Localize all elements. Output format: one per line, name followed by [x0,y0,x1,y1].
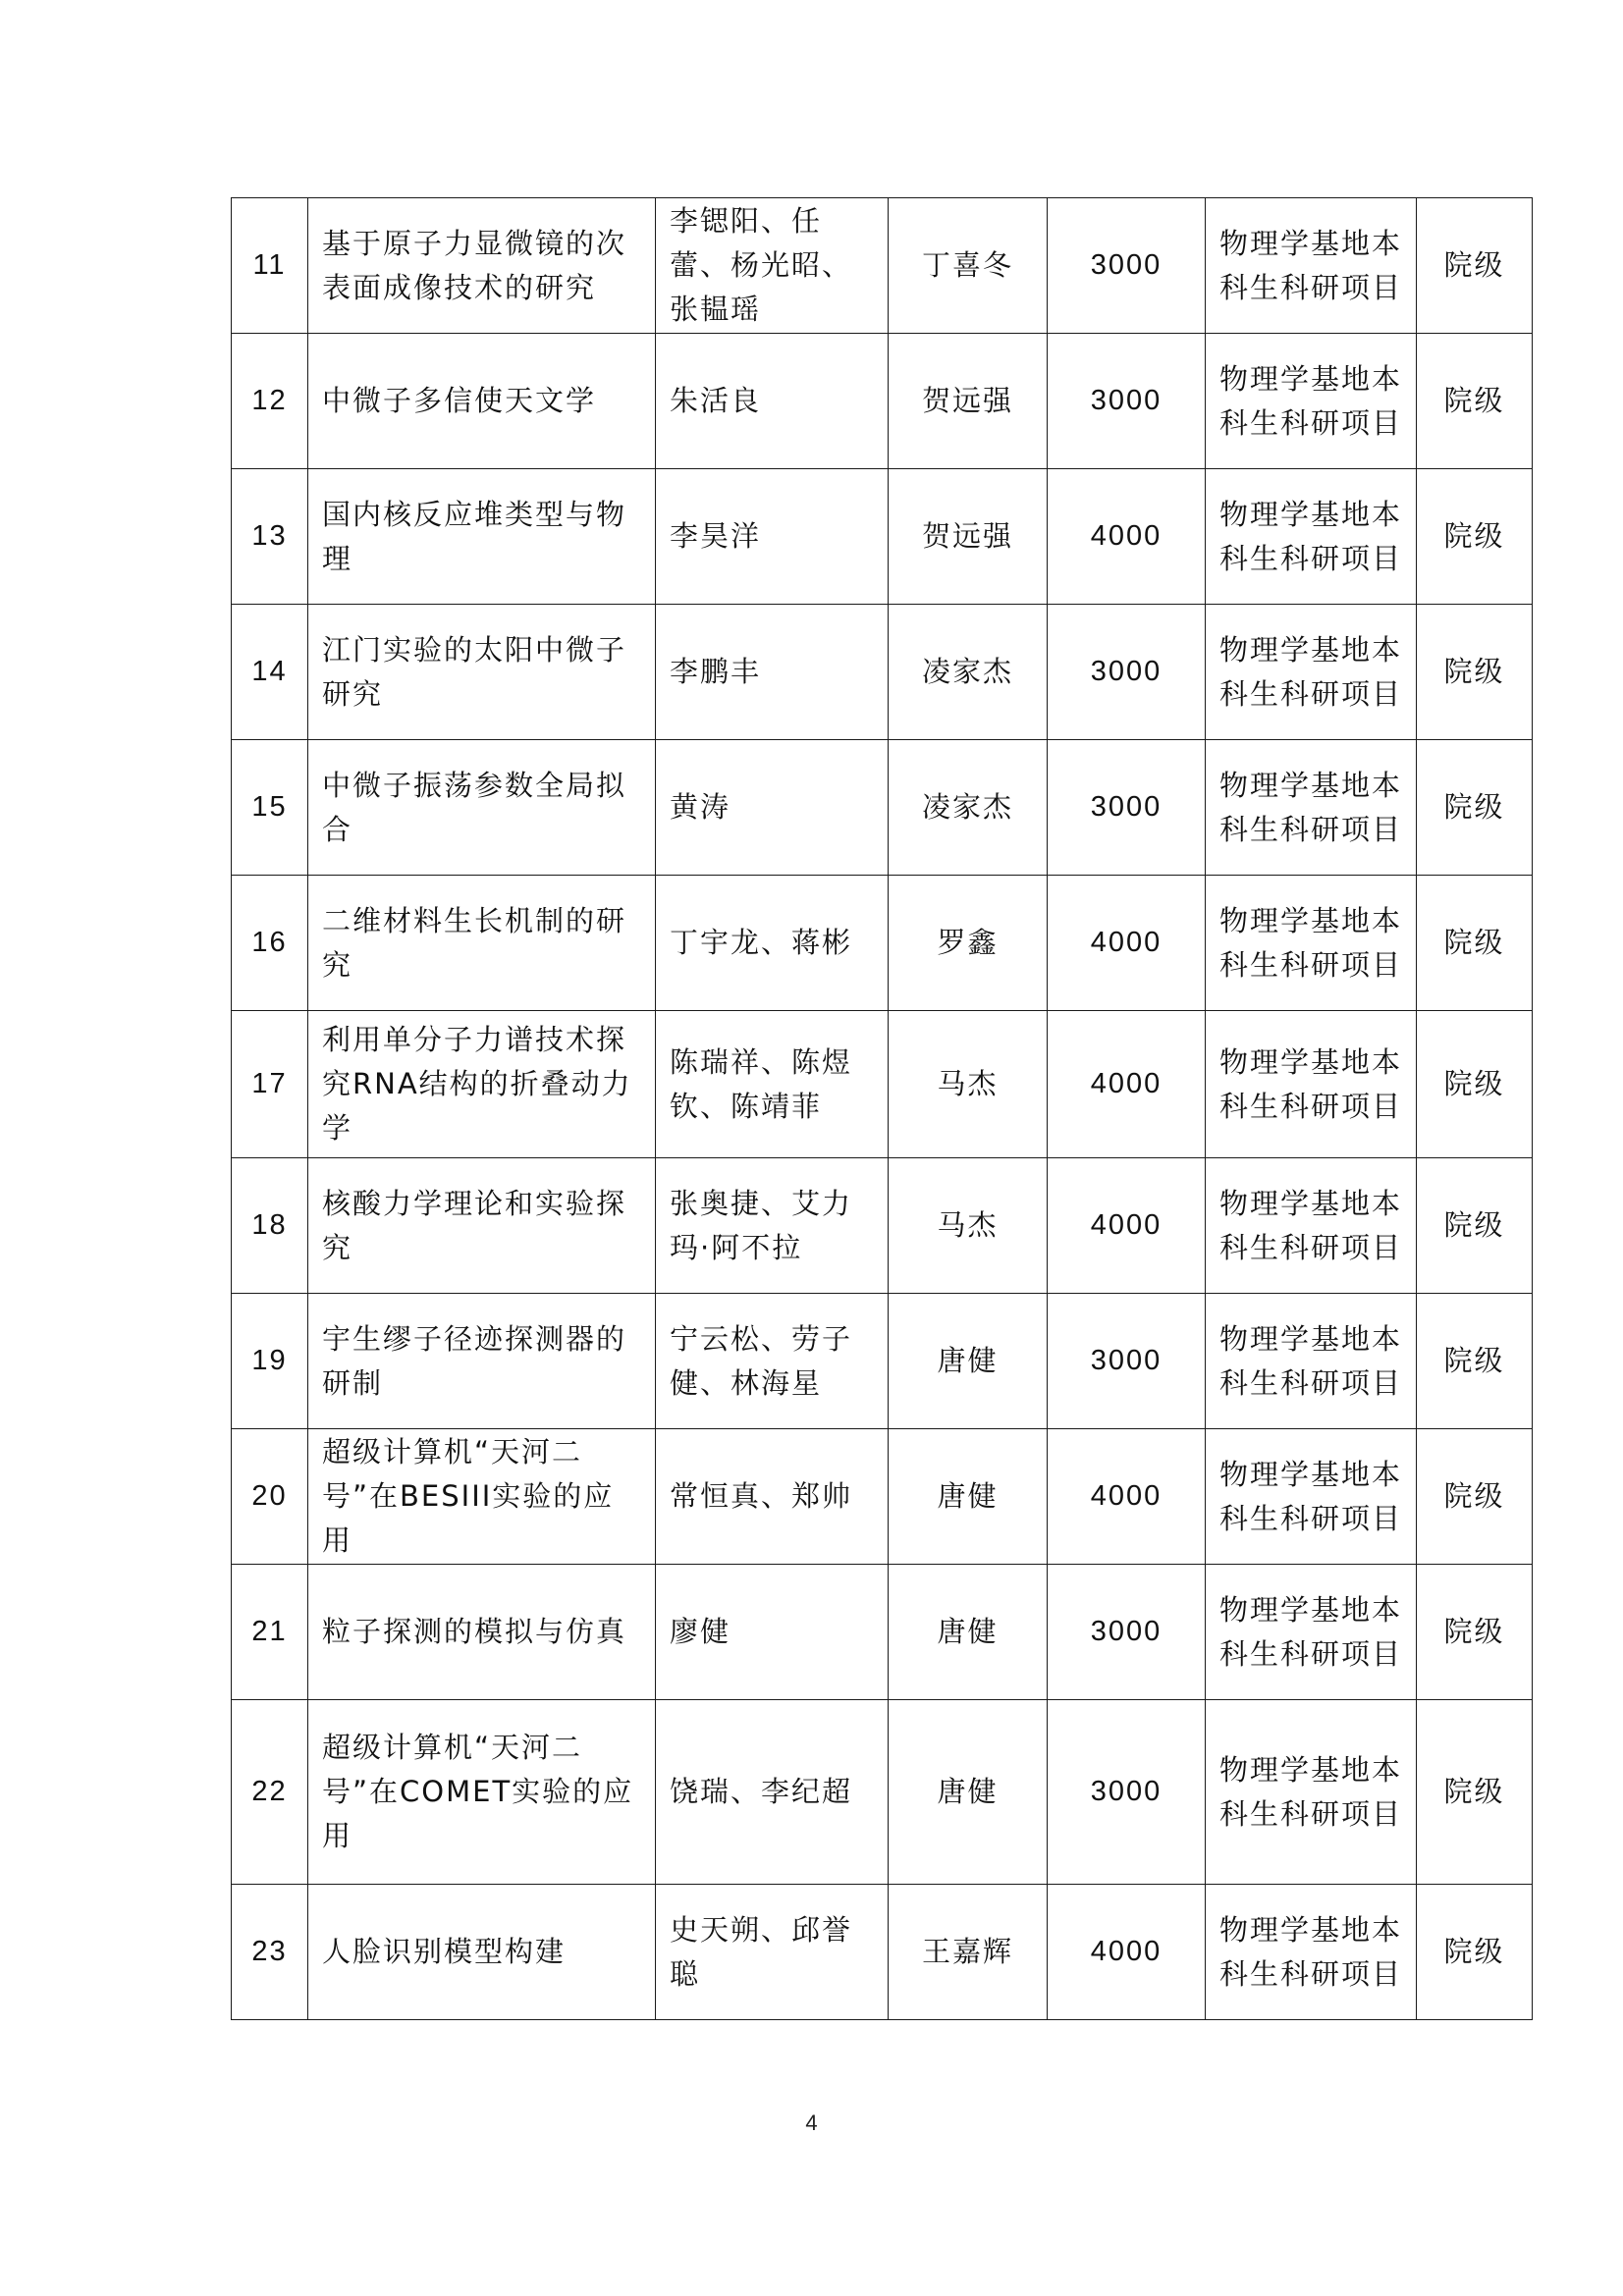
advisor-cell: 凌家杰 [889,605,1048,740]
table-row [232,198,1533,334]
advisor-cell: 罗鑫 [889,876,1048,1011]
project-title-cell: 粒子探测的模拟与仿真 [308,1565,656,1700]
level-cell: 院级 [1417,334,1533,469]
advisor-cell: 贺远强 [889,469,1048,605]
level-cell: 院级 [1417,1294,1533,1429]
advisor-cell: 马杰 [889,1011,1048,1158]
level-cell: 院级 [1417,1158,1533,1294]
project-title-cell: 利用单分子力谱技术探究RNA结构的折叠动力学 [308,1011,656,1158]
project-type-cell: 物理学基地本科生科研项目 [1206,1158,1417,1294]
project-type-cell: 物理学基地本科生科研项目 [1206,740,1417,876]
project-title-cell: 国内核反应堆类型与物理 [308,469,656,605]
project-table-body [232,198,1533,2020]
level-cell: 院级 [1417,1700,1533,1885]
table-row [232,1011,1533,1158]
project-title-cell: 二维材料生长机制的研究 [308,876,656,1011]
advisor-cell: 马杰 [889,1158,1048,1294]
level-cell: 院级 [1417,876,1533,1011]
project-title-cell: 中微子多信使天文学 [308,334,656,469]
level-cell: 院级 [1417,1885,1533,2020]
amount-cell: 3000 [1048,605,1206,740]
level-cell: 院级 [1417,1565,1533,1700]
project-title-cell: 中微子振荡参数全局拟合 [308,740,656,876]
project-type-cell: 物理学基地本科生科研项目 [1206,334,1417,469]
amount-cell: 4000 [1048,1158,1206,1294]
level-cell: 院级 [1417,1429,1533,1565]
members-cell: 史天朔、邱誉聪 [656,1885,889,2020]
project-type-cell: 物理学基地本科生科研项目 [1206,1885,1417,2020]
amount-cell: 3000 [1048,1294,1206,1429]
project-type-cell: 物理学基地本科生科研项目 [1206,469,1417,605]
row-number-cell: 20 [232,1429,308,1565]
table-row [232,1158,1533,1294]
project-type-cell: 物理学基地本科生科研项目 [1206,876,1417,1011]
project-type-cell: 物理学基地本科生科研项目 [1206,1700,1417,1885]
level-cell: 院级 [1417,198,1533,334]
members-cell: 李锶阳、任蕾、杨光昭、张韫瑶 [656,198,889,334]
level-cell: 院级 [1417,469,1533,605]
row-number-cell: 16 [232,876,308,1011]
members-cell: 张奥捷、艾力玛·阿不拉 [656,1158,889,1294]
level-cell: 院级 [1417,740,1533,876]
project-title-cell: 核酸力学理论和实验探究 [308,1158,656,1294]
members-cell: 李昊洋 [656,469,889,605]
advisor-cell: 丁喜冬 [889,198,1048,334]
level-cell: 院级 [1417,605,1533,740]
advisor-cell: 唐健 [889,1565,1048,1700]
table-row [232,1294,1533,1429]
amount-cell: 4000 [1048,1885,1206,2020]
advisor-cell: 唐健 [889,1429,1048,1565]
amount-cell: 4000 [1048,876,1206,1011]
table-row [232,605,1533,740]
members-cell: 常恒真、郑帅 [656,1429,889,1565]
page-number: 4 [805,2110,818,2135]
advisor-cell: 贺远强 [889,334,1048,469]
members-cell: 饶瑞、李纪超 [656,1700,889,1885]
amount-cell: 3000 [1048,198,1206,334]
row-number-cell: 23 [232,1885,308,2020]
members-cell: 廖健 [656,1565,889,1700]
amount-cell: 3000 [1048,1565,1206,1700]
table-row [232,876,1533,1011]
project-type-cell: 物理学基地本科生科研项目 [1206,198,1417,334]
members-cell: 朱活良 [656,334,889,469]
row-number-cell: 19 [232,1294,308,1429]
row-number-cell: 18 [232,1158,308,1294]
table-row [232,1700,1533,1885]
table-row [232,1565,1533,1700]
level-cell: 院级 [1417,1011,1533,1158]
project-title-cell: 江门实验的太阳中微子研究 [308,605,656,740]
table-row [232,469,1533,605]
project-title-cell: 人脸识别模型构建 [308,1885,656,2020]
members-cell: 李鹏丰 [656,605,889,740]
row-number-cell: 12 [232,334,308,469]
members-cell: 宁云松、劳子健、林海星 [656,1294,889,1429]
amount-cell: 3000 [1048,740,1206,876]
table-row [232,740,1533,876]
table-row [232,1885,1533,2020]
advisor-cell: 凌家杰 [889,740,1048,876]
amount-cell: 4000 [1048,1011,1206,1158]
row-number-cell: 14 [232,605,308,740]
row-number-cell: 21 [232,1565,308,1700]
members-cell: 黄涛 [656,740,889,876]
advisor-cell: 唐健 [889,1294,1048,1429]
row-number-cell: 17 [232,1011,308,1158]
row-number-cell: 22 [232,1700,308,1885]
project-type-cell: 物理学基地本科生科研项目 [1206,605,1417,740]
row-number-cell: 15 [232,740,308,876]
advisor-cell: 唐健 [889,1700,1048,1885]
project-type-cell: 物理学基地本科生科研项目 [1206,1565,1417,1700]
members-cell: 丁宇龙、蒋彬 [656,876,889,1011]
amount-cell: 3000 [1048,1700,1206,1885]
row-number-cell: 13 [232,469,308,605]
amount-cell: 4000 [1048,469,1206,605]
amount-cell: 4000 [1048,1429,1206,1565]
project-type-cell: 物理学基地本科生科研项目 [1206,1429,1417,1565]
project-title-cell: 超级计算机“天河二号”在COMET实验的应用 [308,1700,656,1885]
amount-cell: 3000 [1048,334,1206,469]
members-cell: 陈瑞祥、陈煜钦、陈靖菲 [656,1011,889,1158]
project-table [231,197,1533,2020]
project-title-cell: 基于原子力显微镜的次表面成像技术的研究 [308,198,656,334]
project-type-cell: 物理学基地本科生科研项目 [1206,1011,1417,1158]
table-row [232,334,1533,469]
project-type-cell: 物理学基地本科生科研项目 [1206,1294,1417,1429]
project-title-cell: 超级计算机“天河二号”在BESIII实验的应用 [308,1429,656,1565]
advisor-cell: 王嘉辉 [889,1885,1048,2020]
table-row [232,1429,1533,1565]
project-title-cell: 宇生缪子径迹探测器的研制 [308,1294,656,1429]
row-number-cell: 11 [232,198,308,334]
